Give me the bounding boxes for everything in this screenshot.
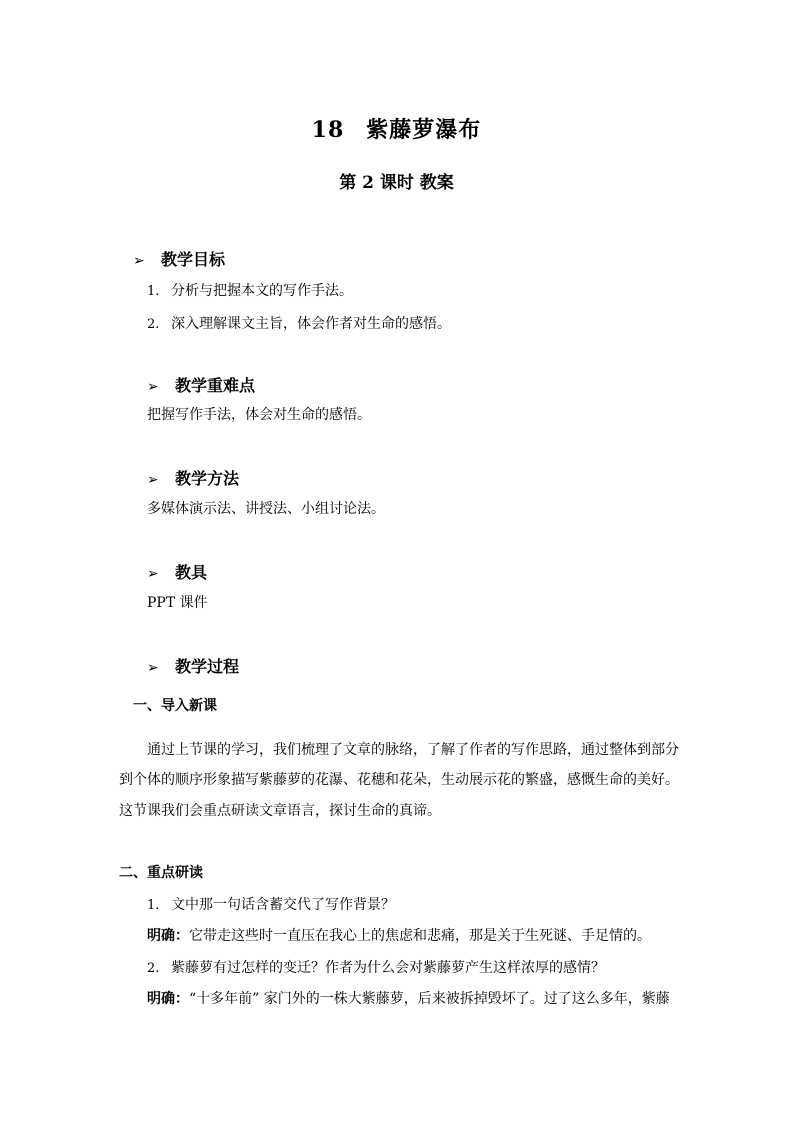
section-heading-label: 教学重难点 — [175, 376, 256, 395]
answer-item — [147, 988, 670, 1008]
section-heading-label: 教学目标 — [161, 250, 226, 269]
tools-text: PPT 课件 — [147, 595, 208, 611]
item-number: 1. — [147, 284, 160, 299]
answer-text: 它带走这些时一直压在我心上的焦虑和悲痛，那是关于生死谜、手足情的。 — [189, 928, 651, 944]
intro-paragraph-line: 到个体的顺序形象描写紫藤萝的花瀑、花穗和花朵，生动展示花的繁盛，感慨生命的美好。 — [119, 772, 679, 788]
section-heading-process — [147, 654, 239, 677]
arrow-bullet-icon: ➢ — [147, 660, 159, 676]
question-item — [147, 957, 605, 977]
lesson-name: 紫藤萝瀑布 — [366, 117, 482, 143]
item-number: 2. — [147, 317, 160, 332]
arrow-bullet-icon: ➢ — [147, 472, 159, 488]
section-heading-tools — [147, 560, 207, 583]
page-subtitle: 第 2 课时 教案 — [339, 173, 454, 193]
section-heading-label: 教学方法 — [175, 469, 240, 488]
item-number: 2. — [147, 961, 160, 976]
answer-item — [147, 925, 651, 945]
arrow-bullet-icon: ➢ — [133, 253, 145, 269]
arrow-bullet-icon: ➢ — [147, 566, 159, 582]
intro-paragraph-line: 通过上节课的学习，我们梳理了文章的脉络，了解了作者的写作思路，通过整体到部分 — [147, 742, 679, 758]
part-heading-intro: 一、导入新课 — [133, 698, 217, 714]
question-item — [147, 894, 395, 914]
item-text: 深入理解课文主旨，体会作者对生命的感悟。 — [171, 316, 451, 332]
answer-label: 明确： — [147, 928, 189, 944]
answer-label: 明确： — [147, 991, 189, 1007]
part-heading-study: 二、重点研读 — [119, 865, 203, 881]
section-heading-objectives — [133, 247, 225, 270]
objective-item — [147, 280, 353, 300]
arrow-bullet-icon: ➢ — [147, 379, 159, 395]
question-text: 文中那一句话含蓄交代了写作背景？ — [171, 897, 395, 913]
objective-item — [147, 313, 451, 333]
page-title — [0, 113, 793, 144]
methods-text: 多媒体演示法、讲授法、小组讨论法。 — [147, 501, 385, 517]
intro-paragraph-line: 这节课我们会重点研读文章语言，探讨生命的真谛。 — [119, 803, 441, 819]
section-heading-label: 教学过程 — [175, 657, 240, 676]
answer-text: “十多年前” 家门外的一株大紫藤萝，后来被拆掉毁坏了。过了这么多年，紫藤 — [189, 991, 670, 1007]
section-heading-methods — [147, 466, 239, 489]
section-heading-key-points — [147, 373, 255, 396]
item-number: 1. — [147, 898, 160, 913]
item-text: 分析与把握本文的写作手法。 — [171, 283, 353, 299]
question-text: 紫藤萝有过怎样的变迁？作者为什么会对紫藤萝产生这样浓厚的感情？ — [171, 960, 605, 976]
lesson-number: 18 — [311, 117, 345, 143]
key-points-text: 把握写作手法，体会对生命的感悟。 — [147, 407, 371, 423]
section-heading-label: 教具 — [175, 563, 208, 582]
